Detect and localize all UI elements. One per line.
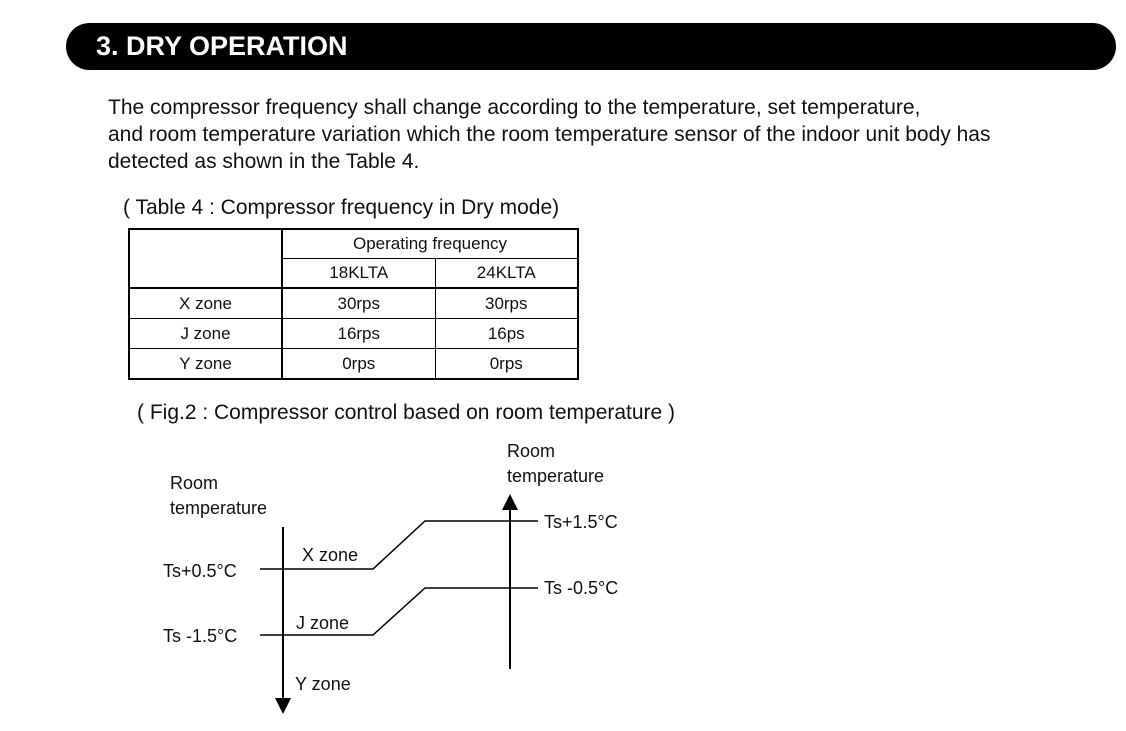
table-cell: 30rps <box>435 288 578 319</box>
left-axis-arrowhead <box>275 698 291 714</box>
table-cell: 30rps <box>282 288 435 319</box>
table-zone-cell: Y zone <box>129 349 282 380</box>
zone-label-j: J zone <box>296 613 350 633</box>
zone-label-y: Y zone <box>295 674 351 694</box>
right-axis-label: Room <box>507 441 556 461</box>
zone-label-x: X zone <box>302 545 359 565</box>
right-level-label: Ts+1.5°C <box>544 512 618 532</box>
table-column-header: 18KLTA <box>282 259 435 289</box>
intro-line: The compressor frequency shall change according to the temperature, set temperature, <box>108 96 921 119</box>
left-axis-label: temperature <box>170 498 268 518</box>
intro-line: detected as shown in the Table 4. <box>108 150 420 173</box>
table-group-header: Operating frequency <box>282 229 578 259</box>
table-cell: 0rps <box>282 349 435 380</box>
right-level-label: Ts -0.5°C <box>544 578 619 598</box>
table-cell: 16rps <box>282 319 435 349</box>
table-cell: 16ps <box>435 319 578 349</box>
table-caption: ( Table 4 : Compressor frequency in Dry mode) <box>123 196 560 219</box>
table-column-header: 24KLTA <box>435 259 578 289</box>
section-title: 3. DRY OPERATION <box>96 31 348 61</box>
left-axis-label: Room <box>170 473 219 493</box>
right-axis-arrowhead <box>502 494 518 510</box>
intro-line: and room temperature variation which the room temperature sensor of the indoor unit body has <box>108 123 991 146</box>
table-zone-cell: X zone <box>129 288 282 319</box>
left-level-label: Ts -1.5°C <box>163 626 238 646</box>
right-axis-label: temperature <box>507 466 605 486</box>
table-zone-cell: J zone <box>129 319 282 349</box>
figure-caption: ( Fig.2 : Compressor control based on room temperature ) <box>137 401 676 424</box>
left-level-label: Ts+0.5°C <box>163 561 237 581</box>
table-cell: 0rps <box>435 349 578 380</box>
